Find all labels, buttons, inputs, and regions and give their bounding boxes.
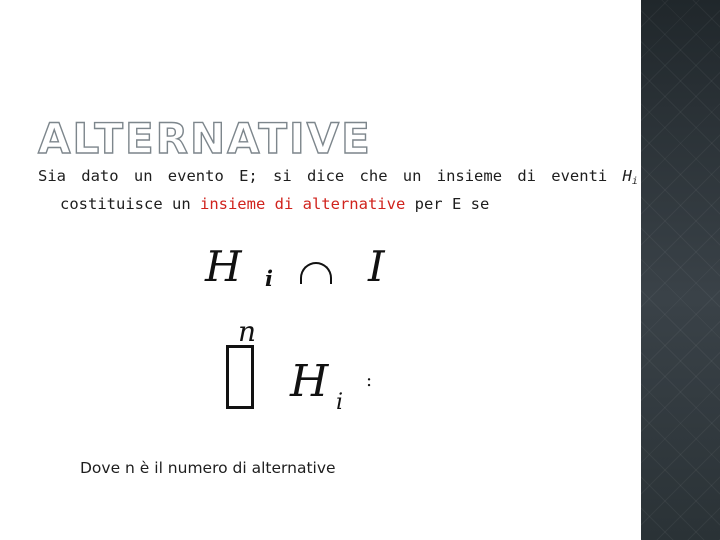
- word: si: [273, 167, 292, 185]
- formula1-h: H: [205, 242, 242, 291]
- decorative-side-panel: [641, 0, 720, 540]
- highlighted-term: insieme di alternative: [199, 195, 406, 213]
- word: dice: [306, 167, 345, 185]
- definition-line-2: [38, 193, 638, 216]
- word: E;: [239, 167, 258, 185]
- line2-suffix: per E se: [405, 195, 490, 213]
- word: un: [133, 167, 153, 185]
- word: un: [402, 167, 422, 185]
- word: che: [359, 167, 388, 185]
- union-upper-limit: n: [238, 315, 257, 348]
- word: di: [517, 167, 536, 185]
- variable-subscript: i: [631, 176, 638, 187]
- formula2-subscript: i: [336, 390, 344, 415]
- intersection-symbol: [300, 262, 332, 284]
- definition-line-1: [38, 165, 638, 193]
- variable-h-i: [623, 165, 638, 193]
- word: insieme: [436, 167, 503, 185]
- word: eventi: [551, 167, 608, 185]
- formula1-right-glyph: I: [368, 242, 385, 291]
- slide-title: ALTERNATIVE: [38, 114, 372, 163]
- union-symbol-box: [226, 345, 254, 409]
- footer-note: Dove n è il numero di alternative: [80, 459, 336, 477]
- word: evento: [167, 167, 224, 185]
- word: Sia: [38, 167, 66, 185]
- line2-prefix: costituisce un: [60, 195, 200, 213]
- formula2-trailing-colon: :: [366, 370, 373, 391]
- variable-h: H: [622, 167, 632, 185]
- word: dato: [81, 167, 119, 185]
- formula2-h: H: [290, 356, 329, 407]
- definition-paragraph: [38, 165, 638, 216]
- formula1-subscript: i: [265, 266, 273, 291]
